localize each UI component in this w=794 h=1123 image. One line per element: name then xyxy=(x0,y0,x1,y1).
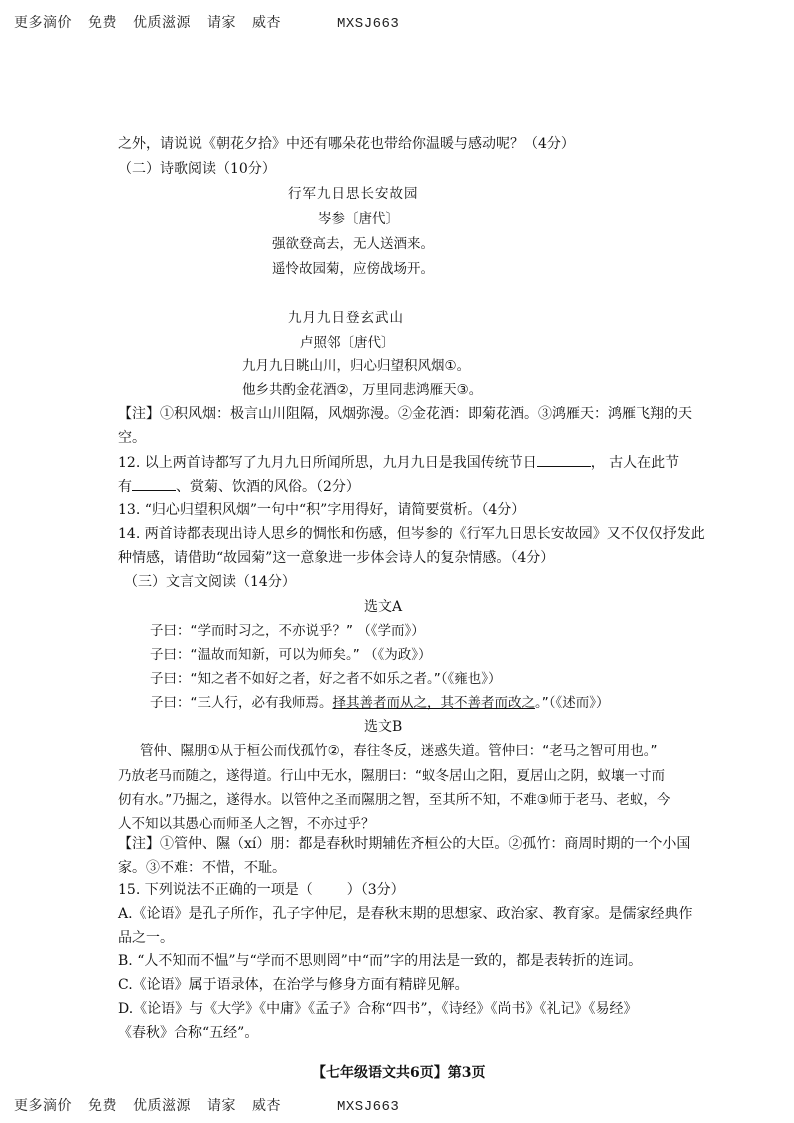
q12-text: 有 xyxy=(118,479,132,495)
answer-blank[interactable] xyxy=(537,452,591,467)
text-b-line4: 人不知以其愚心而师圣人之智，不亦过乎？ xyxy=(118,816,375,832)
text-a-line4 xyxy=(150,693,610,713)
text-b-title: 选文B xyxy=(364,719,403,735)
header-text: 优质滋源 xyxy=(133,15,191,31)
header-code: MXSJ663 xyxy=(337,16,400,32)
question-14-line1: 14. 两首诗都表现出诗人思乡的惆怅和伤感，但岑参的《行军九日思长安故园》又不仅仅抒发此 xyxy=(118,526,705,542)
option-c: C.《论语》属于语录体，在治学与修身方面有精辟见解。 xyxy=(118,977,469,993)
underlined-sentence: 择其善者而从之，其不善者而改之 xyxy=(332,695,535,711)
poem2-title: 九月九日登玄武山 xyxy=(288,310,404,326)
footer-text: 请家 xyxy=(207,1098,236,1114)
footer-text: 威杏 xyxy=(252,1098,281,1114)
answer-blank[interactable] xyxy=(132,476,176,491)
q12-text: ， 古人在此节 xyxy=(590,455,680,471)
q12-text: 、赏菊、饮酒的风俗。（2分） xyxy=(176,479,360,495)
section-3-title: （三）文言文阅读（14分） xyxy=(124,574,296,590)
footer-text: 更多滴价 xyxy=(14,1098,72,1114)
q15-stem: 15. 下列说法不正确的一项是（ xyxy=(118,882,313,898)
poem2-line1: 九月九日眺山川，归心归望积风烟①。 xyxy=(242,358,471,374)
header-text: 威杏 xyxy=(252,15,281,31)
q15-points: ）（3分） xyxy=(346,882,405,898)
question-12-line1 xyxy=(118,452,679,473)
question-12-line2 xyxy=(118,476,360,497)
footer-text: 免费 xyxy=(88,1098,117,1114)
question-15 xyxy=(118,880,405,900)
header-text: 更多滴价 xyxy=(14,15,72,31)
poem1-line1: 强欲登高去，无人送酒来。 xyxy=(272,236,434,252)
text-a-line2: 子曰：“温故而知新，可以为师矣。” （《为政》） xyxy=(150,647,432,663)
text-b-line3: 仞有水。”乃掘之，遂得水。以管仲之圣而隰朋之智，至其所不知，不难③师于老马、老蚁，今 xyxy=(118,792,671,808)
note-1-line1: 【注】①积风烟：极言山川阻隔，风烟弥漫。②金花酒：即菊花酒。③鸿雁天：鸿雁飞翔的天 xyxy=(118,406,692,422)
section-2-title: （二）诗歌阅读（10分） xyxy=(118,161,276,177)
option-a-line1: A.《论语》是孔子所作，孔子字仲尼，是春秋末期的思想家、政治家、教育家。是儒家经典作 xyxy=(118,906,693,922)
text-a-title: 选文A xyxy=(364,599,403,615)
note-2-line1: 【注】①管仲、隰（xí）朋：都是春秋时期辅佐齐桓公的大臣。②孤竹：商周时期的一个小国 xyxy=(118,836,691,852)
footer-code: MXSJ663 xyxy=(337,1099,400,1115)
poem2-line2: 他乡共酌金花酒②，万里同悲鸿雁天③。 xyxy=(242,382,483,398)
intro-question: 之外，请说说《朝花夕拾》中还有哪朵花也带给你温暖与感动呢？（4分） xyxy=(118,136,575,152)
option-a-line2: 品之一。 xyxy=(118,930,174,946)
option-d-line1: D.《论语》与《大学》《中庸》《孟子》合称“四书”，《诗经》《尚书》《礼记》《易经》 xyxy=(118,1001,638,1017)
poem2-author: 卢照邻〔唐代〕 xyxy=(300,335,395,351)
watermark-footer xyxy=(14,1095,415,1115)
header-text: 请家 xyxy=(207,15,236,31)
text-b-line2: 乃放老马而随之，遂得道。行山中无水，隰朋曰：“蚁冬居山之阳，夏居山之阴，蚁壤一寸而 xyxy=(118,768,665,784)
poem1-line2: 遥怜故园菊，应傍战场开。 xyxy=(272,261,434,277)
watermark-header xyxy=(14,12,415,32)
footer-text: 优质滋源 xyxy=(133,1098,191,1114)
question-13: 13. “归心归望积风烟”一句中“积”字用得好，请简要赏析。（4分） xyxy=(118,502,526,518)
q12-text: 12. 以上两首诗都写了九月九日所闻所思，九月九日是我国传统节日 xyxy=(118,455,537,471)
text-a-line1: 子曰：“学而时习之，不亦说乎？” （《学而》） xyxy=(150,623,425,639)
page-number: 【七年级语文共6页】第3页 xyxy=(312,1065,486,1081)
text-b-line1: 管仲、隰朋①从于桓公而伐孤竹②，春往冬反，迷惑失道。管仲曰：“老马之智可用也。” xyxy=(140,743,658,759)
header-text: 免费 xyxy=(88,15,117,31)
option-b: B. “人不知而不愠”与“学而不思则罔”中“而”字的用法是一致的，都是表转折的连词。 xyxy=(118,953,643,969)
text-a-line3: 子曰：“知之者不如好之者，好之者不如乐之者。”（《雍也》） xyxy=(150,671,502,687)
option-d-line2: 《春秋》合称“五经”。 xyxy=(118,1025,259,1041)
note-1-line2: 空。 xyxy=(118,430,146,446)
note-2-line2: 家。③不难：不惜，不耻。 xyxy=(118,860,286,876)
text-a-line4-start: 子曰：“三人行，必有我师焉。 xyxy=(150,695,333,711)
text-a-line4-end: 。”（《述而》） xyxy=(535,695,610,711)
poem1-title: 行军九日思长安故园 xyxy=(288,186,419,202)
poem1-author: 岑参〔唐代〕 xyxy=(318,211,399,227)
question-14-line2: 种情感，请借助“故园菊”这一意象进一步体会诗人的复杂情感。（4分） xyxy=(118,550,555,566)
